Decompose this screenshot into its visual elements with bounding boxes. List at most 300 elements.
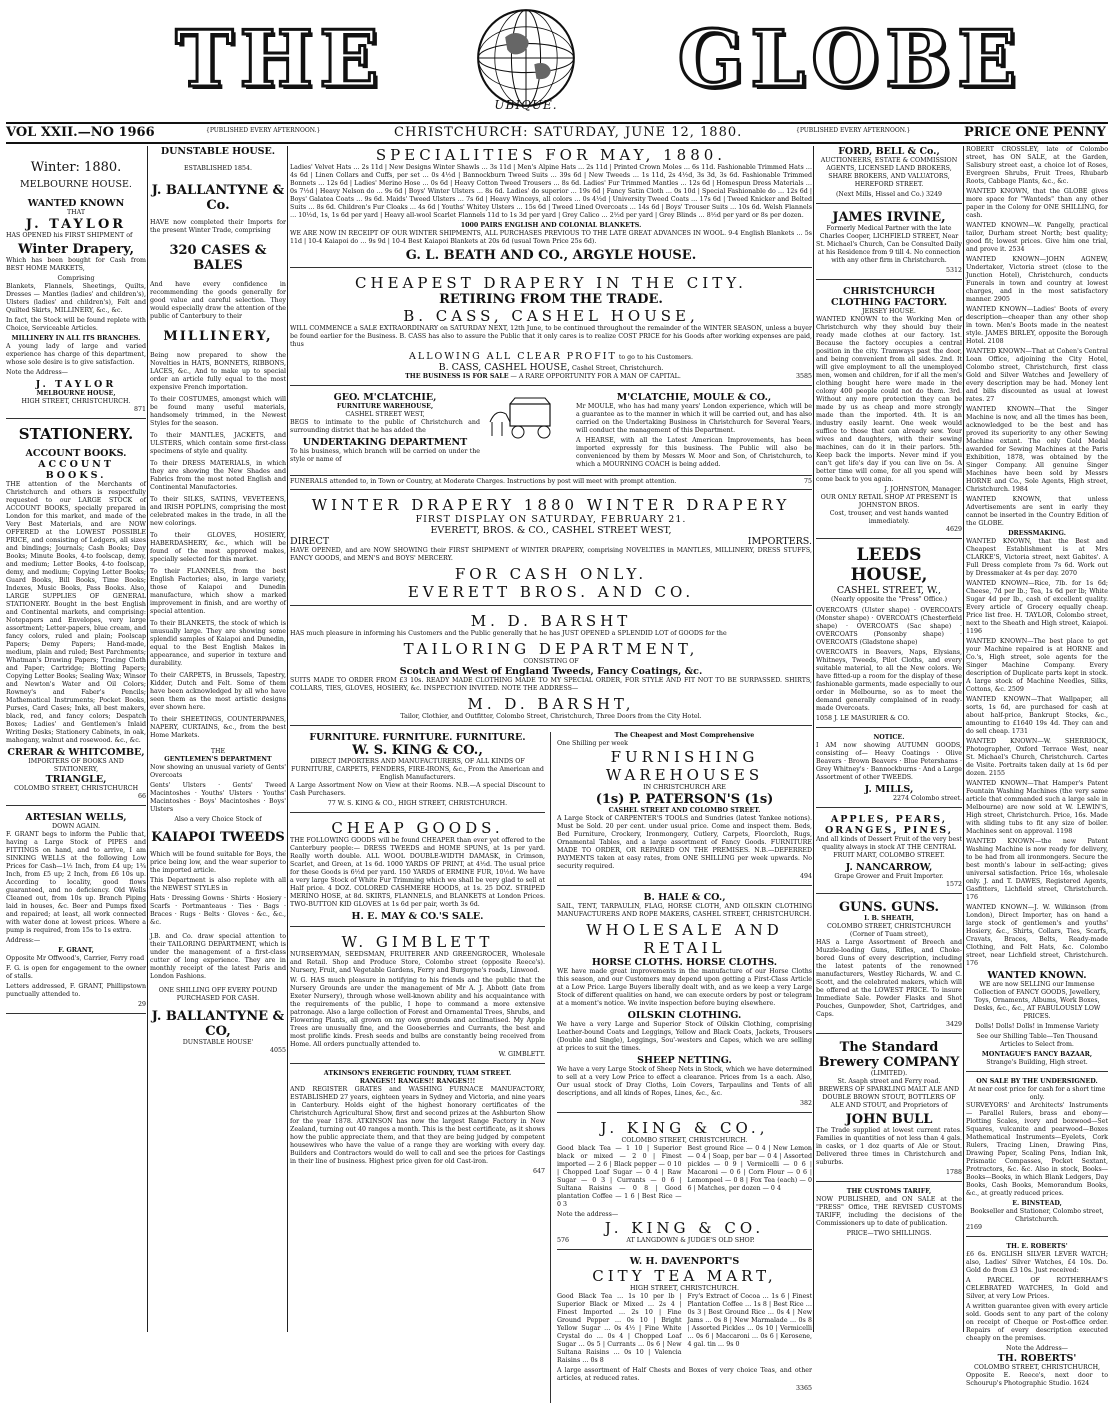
ad-number: 647 xyxy=(532,1168,545,1175)
ad-text: Now showing an unusual variety of Gents' Overcoats xyxy=(150,764,286,779)
ad-text: See our Shilling Table—Ten Thousand Articles to Select from. xyxy=(976,1033,1098,1048)
ad-text: BREWERS OF SPARKLING MALT ALE AND DOUBLE BROWN STOUT, BOTTLERS OF ALE AND STOUT, and Proprietors of xyxy=(818,1086,960,1109)
ad-heading: RANGES!! RANGES!! RANGES!!! xyxy=(359,1078,476,1085)
ad-heading: F. GRANT, xyxy=(58,947,94,954)
ad-text: HAS a Large Assortment of Breech and Muzzle-loading Guns, Rifles, and Choke-bored Guns of every description, including the latest patents of the renowned manufacturers, Westley Richards, W. and C. Scott, and the celebrated makers, which will be offered at the LOWEST PRICE. To insure Immediate Sale. Powder Flasks and Shot Pouches, Gunpowder, Shot, Cartridges, and Caps. xyxy=(816,939,962,1018)
ad-number: 29 xyxy=(137,1001,146,1008)
ad-text: To their FLANNELS, from the best English Factories; also, in large variety, those of Kaiapoi and Dunedin manufacture, which show a marked improvement in finish, and are worthy of special attention. xyxy=(150,568,286,615)
ad-heading: NOTICE. xyxy=(873,734,905,741)
ad-davenport xyxy=(557,1256,812,1397)
ad-subheading: CASHEL STREET, W., xyxy=(836,585,942,596)
ad-heading: CHRISTCHURCH xyxy=(842,286,936,297)
ad-heading: HORSE CLOTHS. HORSE CLOTHS. xyxy=(591,957,778,968)
ad-heading: KAIAPOI TWEEDS xyxy=(151,830,285,845)
ad-text: THE attention of the Merchants of Christchurch and others is respectfully requested to our LARGE STOCK of ACCOUNT BOOKS, specially prepared in London for this market, and made of the Very Best Materials, and are NOW OFFERED at the LOWEST POSSIBLE PRICE, and consisting of Ledgers, all sizes and bindings; Journals; Cash Books; Day Books; Minute Books, 4-to foolscap, demy, and medium; Letter Books, 4-to foolscap, demy, and medium; Copying Letter Books; Guard Books, Bill Books, Time Books; Indexes, Music Books, Pass Books. Also, LARGE SUPPLIES OF GENERAL STATIONERY. Bought in the best English and Continental markets, and comprising: Notepapers and Envelopes, very large assortment; Letter-papers, blue cream, and fancy colors, ruled and plain; Foolscap Papers; Demy Papers; Hand-made, medium, plain and ruled; Best Parchments; Whatman's Drawing Papers; Tracing Cloth and Paper; Cartridge; Blotting Papers; Copying Letter Books; Sealing Wax; Winsor and Newton's Water and Oil Colors; Rowney's and Faber's Pencils; Mathematical Instruments; Pocket Books, Purses, Card Cases; Inks, all best makers, black, red, and fancy colors; Despatch Boxes; Ladies' and Gentlemen's Inlaid Writing Desks; Stationery Cabinets, in oak, mahogany, walnut and rosewood. &c., &c. xyxy=(6,481,146,744)
ad-heading: ARTESIAN WELLS, xyxy=(25,812,127,823)
ad-heading: (1s) P. PATERSON'S (1s) xyxy=(595,792,774,807)
publication-note-left: {PUBLISHED EVERY AFTERNOON.} xyxy=(206,127,321,134)
ad-text: COLOMBO STREET, CHRISTCHURCH xyxy=(13,785,139,792)
ad-standard-brewery xyxy=(816,1040,962,1182)
ad-number: 1624 xyxy=(1073,1380,1090,1387)
ad-j-king xyxy=(557,1119,812,1250)
ad-text: OUR ONLY RETAIL SHOP AT PRESENT IS JOHNSTON BROS. xyxy=(820,494,958,509)
ad-text: DIRECT IMPORTERS AND MANUFACTURERS, OF ALL KINDS OF xyxy=(310,758,525,765)
ad-heading: M'CLATCHIE, MOULE & CO., xyxy=(616,392,772,403)
ad-number: 1984 xyxy=(1011,486,1028,493)
ad-text: To their DRESS MATERIALS, in which they are showing the New Shades and Fabrics from the most noted English and Continental Manufactories. xyxy=(150,460,286,491)
ad-heading: JOHN BULL xyxy=(845,1112,933,1127)
ad-text: IN CHRISTCHURCH ARE xyxy=(643,784,726,791)
ad-heading: TAILORING DEPARTMENT, xyxy=(403,640,699,658)
ad-text: OVERCOATS in Beavers, Naps, Elysians, Whitneys, Tweeds, Pilot Cloths, and every suitable material, to all the New colors. We have fitted-up a room for the display of these fashionable garments, made especially to our order in Melbourne, so as to meet the demand generally complained of in ready-made Overcoats. xyxy=(816,649,962,712)
ad-heading: TRIANGLE, xyxy=(45,774,107,785)
ad-text: HIGH STREET, CHRISTCHURCH. xyxy=(21,398,131,405)
ad-heading: J. TAYLOR xyxy=(25,217,127,232)
classified-ad: WANTED KNOWN—Rice, 7lb. for 1s 6d; Cheese, 7d per lb.; Tea, 1s 6d per lb; White Sugar 4d per lb., cash of excellent quality. Every article of Grocery equally cheap. Price list free. H. TAYLOR, Colombo street, next to the Sheath and High street, Kaiapoi. 1196 xyxy=(966,580,1108,635)
ad-text: Opposite Mr Offwood's, Carrier, Ferry road xyxy=(6,955,145,962)
ad-montagues-bazaar xyxy=(966,970,1108,1072)
volume-number: VOL XXII.—NO 1966 xyxy=(6,125,155,140)
ad-text: Which has been bought for Cash from BEST HOME MARKETS, xyxy=(6,257,146,272)
ad-text: Grape Grower and Fruit Importer. xyxy=(834,873,944,880)
ad-heading: W. GIMBLETT xyxy=(341,933,494,951)
ad-text: (LIMITED). xyxy=(870,1070,908,1077)
ad-number: 1572 xyxy=(945,881,962,888)
ad-text: ONE SHILLING OFF EVERY POUND xyxy=(158,987,278,994)
column-2 xyxy=(150,146,286,1332)
hearse-engraving-icon xyxy=(488,392,568,442)
ad-heading: CRERAR & WHITCOMBE, xyxy=(7,747,145,758)
ad-james-irvine xyxy=(816,210,962,280)
ad-text: SURVEYORS' and Architects' Instruments — Parallel Rulers, brass and ebony—Plotting Scales, ivory and boxwood—Set Squares, vulcanite and pearwood—Boxes Mathematical Instruments—Eyelets, Cork Rulers, Tracing Linen, Drawing Pins, Drawing Paper, Scaling Pens, Indian Ink, Prismatic Compasses, Pocket Sextant, Protractors, &c. &c. Also in stock, Books—Books—Books, in which Blank Ledgers, Day Books, Cash Books, Memorandum Books, &c., at greatly reduced prices. xyxy=(966,1102,1108,1197)
ad-roberts-watches xyxy=(966,1243,1108,1394)
ad-text: One Shilling per week xyxy=(557,740,628,747)
classified-ad: WANTED KNOWN, that the Best and Cheapest Establishment is at Mrs CLARKE'S, Victoria street, next Gabites'. A Full Dress complete from 7s 6d. Work out by Dressmaker at 4s per day. 2070 xyxy=(966,538,1108,577)
ad-text: A Large Assortment Now on View at their Rooms. N.B.—A special Discount to Cash Purchasers. xyxy=(290,782,545,797)
classified-ad: WANTED KNOWN—W. Pangelly, practical tailor, Durham street North; best quality; good fit; lowest prices. Give him one trial, and prove it. 2534 xyxy=(966,222,1108,253)
ad-text: Note the Address— xyxy=(1006,1345,1068,1352)
ad-text: OVERCOATS (Ulster shape) · OVERCOATS (Monster shape) · OVERCOATS (Chesterfield shape) · OVERCOATS (Sac shape) · OVERCOATS (Ponsonby shape) · OVERCOATS (Gladstone shape) xyxy=(816,607,962,646)
ad-heading: RETIRING FROM THE TRADE. xyxy=(439,292,663,307)
ad-heading: J. NANCARROW, xyxy=(845,862,933,873)
ad-text: W. GIMBLETT. xyxy=(498,1051,545,1058)
ad-text: DUNSTABLE HOUSE' xyxy=(182,1039,254,1046)
ad-melbourne-house xyxy=(6,160,146,419)
ad-text: F. G. is open for engagement to the owner of stalls. xyxy=(6,965,146,980)
ad-text: J.B. and Co. draw special attention to their TAILORING DEPARTMENT, which is under the management of a first-class cutter of long experience. They are in monthly receipt of the latest Paris and London Fashions. xyxy=(150,933,286,980)
masthead-globe: GLOBE xyxy=(677,13,1023,105)
ad-text: WILL COMMENCE a SALE EXTRAORDINARY on SATURDAY NEXT, 12th June, to be continued throughout the remainder of the WINTER SEASON, unless a buyer be found earlier for the Business. B. CASS has also to assure the Public that it only cares is to realize COST PRICE for his Goods after working expenses are paid, thus xyxy=(290,325,812,348)
ad-heading: WHOLESALE AND RETAIL xyxy=(586,921,783,957)
price-list: Good black Tea — 1 10 | Superior black or mixed — 2 0 | Finest imported — 2 6 | Black pepper — 0 10 | Chopped Loaf Sugar — 0 4 | Raw Sugar — 0 3 | Currants — 0 6 | Sultana Raisins — 0 8 | Good plantation Coffee — 1 6 | Best Rice — 0 3 xyxy=(557,1145,682,1208)
ad-heading: DRESSMAKING. xyxy=(1008,530,1066,537)
ad-heading: J. BALLANTYNE & Co. xyxy=(151,183,285,213)
ad-number: 2108 xyxy=(987,338,1004,345)
column-3 xyxy=(290,146,812,1392)
ad-text: Note the Address— xyxy=(6,369,68,376)
ad-specialities xyxy=(290,146,812,268)
motto: UBIQUE. xyxy=(494,98,558,112)
ad-text: DIRECT xyxy=(290,536,330,547)
ad-text: Cost, trouser, and vest hands wanted immediately. xyxy=(829,510,949,525)
ad-heading: STATIONERY. xyxy=(18,425,134,443)
ad-heading: J. TAYLOR xyxy=(35,379,117,390)
ad-paterson xyxy=(557,732,812,886)
ad-text: Comprising xyxy=(57,275,95,282)
ad-heading: CITY TEA MART, xyxy=(592,1267,777,1285)
ad-dunstable-house xyxy=(150,146,286,1059)
ad-text: ESTABLISHED 1854. xyxy=(183,165,253,172)
ad-heading: THE BUSINESS IS FOR SALE xyxy=(405,373,509,380)
ad-text: THAT xyxy=(66,209,86,216)
ad-number: 3585 xyxy=(795,373,812,380)
ad-number: 4629 xyxy=(945,526,962,533)
ad-heading: Winter: 1880. xyxy=(30,160,122,175)
ad-heading: SHEEP NETTING. xyxy=(637,1055,732,1066)
ad-leeds-house xyxy=(816,545,962,728)
ad-stationery xyxy=(6,427,146,806)
ad-heading: SPECIALITIES FOR MAY, 1880. xyxy=(375,146,727,164)
ad-heading: B. CASS, CASHEL HOUSE, xyxy=(438,362,571,373)
ad-heading: ALLOWING ALL CLEAR PROFIT xyxy=(409,351,617,362)
classified-ad: WANTED KNOWN—Ladies' Boots of every description—cheaper than any other shop in town. Men's Boots made in the neatest style. JAMES BIRLEY, opposite the Borough Hotel. 2108 xyxy=(966,306,1108,345)
ad-text: To their COSTUMES, amongst which will be found many useful materials, handsomely trimmed, in the Newest Styles for the season. xyxy=(150,396,286,427)
column-4 xyxy=(816,146,962,1332)
ad-text: A PARCEL OF ROTHERHAM'S CELEBRATED WATCHES, In Gold and Silver, at very Low Prices. xyxy=(966,1277,1108,1300)
ad-text: A large assortment of Half Chests and Boxes of very choice Teas, and other articles, at reduced rates. xyxy=(557,1367,812,1382)
ad-heading: CASHEL STREET AND COLOMBO STREET. xyxy=(608,807,761,814)
classified-ad: WANTED KNOWN—That at Cohen's Central Loan Office, adjoining the City Hotel, Colombo street, Christchurch, first class Gold and Silver Watches and Jewellery of every description may be had. Money lent and bills discounted as usual at lowest rates. 27 xyxy=(966,348,1108,403)
ad-text: AND REGISTER GRATES and WASHING FURNACE MANUFACTORY, ESTABLISHED 27 years, eighteen years in Sydney and Victoria, and nine years in Canterbury. Holds eight of the highest honorary certificates of the Christchurch Agricultural Show, first and second prizes at the Ashburton Show for the year 1878. ATKINSON has now the largest Range Factory in New Zealand, turning out 40 ranges a month. This is the best certificate, as it shows how the public appreciate them, and that they are being judged by competent housewives who have the value of a range they are working with every day. Builders and Contractors would do well to call and see the prices for Castings in their line of business. Highest price given for old Cast-iron. xyxy=(290,1086,545,1165)
ad-text: A HEARSE, with all the Latest American Improvements, has been imported expressly for this business. The Public will also be convenienced by them by Messrs W. Moor and Son, of Christchurch, to which a MOURNING COACH is being added. xyxy=(576,437,812,468)
ad-heading: CHEAPEST DRAPERY IN THE CITY. xyxy=(355,274,747,292)
ad-text: HAS much pleasure in informing his Customers and the Public generally that he has JUST OPENED a SPLENDID LOT of GOODS for the xyxy=(290,630,727,637)
ad-text: CASHEL STREET WEST, xyxy=(345,411,425,418)
classified-ad: WANTED KNOWN, that unless Advertisements are sent in early they cannot be inserted in the Country Edition of the GLOBE. xyxy=(966,496,1108,527)
ad-number: 494 xyxy=(799,873,812,880)
ad-heading: J. BALLANTYNE & CO, xyxy=(151,1009,285,1039)
ad-number: 176 xyxy=(966,894,979,901)
ad-text: Note the address— xyxy=(557,1211,619,1218)
classified-ad: WANTED KNOWN—the new Patent Washing Machine is now ready for delivery, to be had from all ironmongers. Secure the best month's labour in self-acting; gives universal satisfaction. Price 16s, wholesale only. J. and T. DAWES, Registered Agents, Gasfitters, Lichfield street, Christchurch. 176 xyxy=(966,838,1108,901)
ad-artesian-wells xyxy=(6,812,146,1014)
ad-text: FUNERALS attended to, in Town or Country, at Moderate Charges. Instructions by post will meet with prompt attention. xyxy=(290,478,677,485)
ad-text: Opposite E. Reece's, next door to Schourup's Photographic Studio. 1624 xyxy=(966,1372,1108,1387)
ad-heading: ON SALE BY THE UNDERSIGNED. xyxy=(976,1078,1098,1085)
price-list: Fry's Extract of Cocoa … 1s 6 | Finest Plantation Coffee … 1s 8 | Best Rice … 0s 3 | Best Ground Rice … 0s 4 | New Jams … 0s 8 | New Marmalade … 0s 8 | Assorted Pickles … 0s 10 | Vermicelli … 0s 6 | Maccaroni … 0s 6 | Kerosene, 4 gal. tin … 9s 0 xyxy=(687,1293,812,1348)
classified-ad: WANTED KNOWN—The best place to get your Machine repaired is at HORNE and Co.'s, High street, sole agents for the Singer Machine Company. Every description of Duplicate parts kept in stock. A large stock of Machine Needles, Silks, Cottons, &c. 2509 xyxy=(966,638,1108,693)
ad-heading: 1000 PAIRS ENGLISH AND COLONIAL BLANKETS. xyxy=(460,222,642,229)
ad-number: 871 xyxy=(133,406,146,413)
ad-cashel-house: CHEAPEST DRAPERY IN THE CITY. RETIRING FROM THE TRADE. B. CASS, CASHEL HOUSE, WILL COMMENCE a SALE EXTRAORDINARY on SATURDAY NEXT, 12th June, to be continued throughout the remainder of the WINTER SEASON, unless a buyer be found earlier for the Business. B. CASS has also to assure the Public that it only cares is to realize COST PRICE for his Goods after working expenses are paid, thus ALLOWING ALL CLEAR PROFIT to go to his Customers. B. CASS, CASHEL HOUSE, Cashel Street, Christchurch. THE BUSINESS IS FOR SALE — A RARE OPPORTUNITY FOR A MAN OF CAPITAL. 3585 xyxy=(290,274,812,386)
ad-text: To their BLANKETS, the stock of which is unusually large. They are showing some splendid samples of Kaiapoi and Dunedin, equal to the Best English Makes in appearance, and superior in texture and durability. xyxy=(150,620,286,667)
ad-text: DOWN AGAIN. xyxy=(52,823,100,830)
ad-text: In fact, the Stock will be found replete with Choice, Serviceable Articles. xyxy=(6,317,146,332)
ad-text: COLOMBO STREET, CHRISTCHURCH, xyxy=(973,1364,1101,1371)
ad-text: HAVE now completed their Imports for the present Winter Trade, comprising xyxy=(150,219,286,234)
ad-everett-bros xyxy=(290,496,812,606)
ad-text: CONSISTING OF xyxy=(523,658,579,665)
ad-text: NURSERYMAN, SEEDSMAN, FRUITERER AND GREENGROCER, Wholesale and Retail. Shop and Produce Store, Colombo street (opposite Reece's). Nursery, Fruit, and Vegetable Gardens, Ferry and Burgoyne's roads, Linwood. xyxy=(290,951,545,974)
ad-guns xyxy=(816,900,962,1034)
ad-heading: Scotch and West of England Tweeds, Fancy Coatings, &c. xyxy=(399,666,703,677)
ad-text: Blankets, Flannels, Sheetings, Quilts, Dresses — Mantles (ladies' and children's), Ulsters (ladies' and children's), Felt and Quilted Skirts, MILLINERY, &c., &c. xyxy=(6,283,146,314)
ad-number: 3365 xyxy=(795,1385,812,1392)
ad-text: IMPORTERS. xyxy=(747,536,812,547)
ad-number: 3429 xyxy=(945,1021,962,1028)
ad-heading: DUNSTABLE HOUSE. xyxy=(160,146,276,157)
ad-text: To their MANTLES, JACKETS, and ULSTERS, which contain some first-class specimens of style and quality. xyxy=(150,432,286,455)
ad-text: Bookseller and Stationer, Colombo street, Christchurch. xyxy=(970,1208,1104,1223)
ad-text: Address:— xyxy=(6,937,41,944)
classified-ad: WANTED KNOWN, that the GLOBE gives more space for "Wanteds" than any other paper in the Colony for ONE SHILLING, for cash. xyxy=(966,188,1108,219)
classified-ad: ROBERT CROSSLEY, late of Colombo street, has ON SALE, at the Garden, Salisbury street east, a choice lot of Roses, Evergreen Shrubs, Fruit Trees, Rhubarb Roots, Cabbage Plants, &c., &c. xyxy=(966,146,1108,185)
ad-heading: ACCOUNT BOOKS. xyxy=(25,448,127,459)
column-rule xyxy=(147,146,148,1332)
ad-number: 2509 xyxy=(1007,686,1024,693)
classified-ad: WANTED KNOWN—That Wallpaper, all sorts, 1s 6d, are purchased for cash at about half-price, Bankrupt Stocks, &c., amounting to £1640 19s 4d. They can and do sell cheap. 1731 xyxy=(966,696,1108,735)
right-half xyxy=(557,732,812,1403)
ad-text: Tailor, Clothier, and Outfitter, Colombo Street, Christchurch, Three Doors from the City Hotel. xyxy=(400,713,702,720)
ad-heading: J. MILLS, xyxy=(864,784,914,795)
ad-text: 1058 J. LE MASURIER & CO. xyxy=(816,715,910,722)
ad-text: THE FOLLOWING GOODS will be found CHEAPER than ever yet offered to the Canterbury people:— DRESS TWEEDS and HOME SPUNS, at 1s per yard. Really worth double. ALL WOOL DOUBLE-WIDTH DAMASK, in Crimson, Scarlet, and Green, at 1s 6d. 1000 YARDS OF PRINT, at 4½d. The usual price for these Goods is 6½d per yard. 150 YARDS of ERMINE FUR, 10½d. We have a very large Stock of White Fur Trimming which we shall be very glad to sell at Half price. 4 DOZ. COLORED CASHMERE HOODS, at 1s. 25 DOZ. STRIPED MERINO HOSE, at 8d. SKIRTS, FLANNELS, and BLANKETS at London Prices. TWO-BUTTON KID GLOVES at 1s 6d per pair, worth 3s 6d. xyxy=(290,837,545,908)
ad-atkinson xyxy=(290,1070,545,1180)
ad-heading: The Cheapest and Most Comprehensive xyxy=(614,732,755,739)
ad-heading: GENTLEMEN'S DEPARTMENT xyxy=(164,756,272,763)
ad-ws-king xyxy=(290,732,545,813)
classified-ad: WANTED KNOWN—That Hamper's Patent Fountain Washing Machines (the very same article that commanded such a large sale in Melbourne) are now sold at W. LEWIN'S, High street, Christchurch. Price, 16s. Made with sliding tubs to fit any size of boiler. Machines sent on approval. 1198 xyxy=(966,780,1108,835)
ad-text: SUITS MADE TO ORDER FROM £3 10s. READY MADE CLOTHING MADE TO MY SPECIAL ORDER, FOR STYLE AND FIT NOT TO BE SURPASSED. SHIRTS, COLLARS, TIES, GLOVES, HOSIERY, &c. INSPECTION INVITED. NOTE THE ADDRESS— xyxy=(290,677,812,692)
ad-text: Also a very Choice Stock of xyxy=(174,816,262,823)
ad-text: A RARE OPPORTUNITY FOR A MAN OF CAPITAL. xyxy=(518,373,681,380)
ad-ford-bell xyxy=(816,146,962,204)
ad-text: This Department is also replete with all the NEWEST STYLES in xyxy=(150,877,286,892)
ad-text: And have every confidence in recommending the goods generally for good value and careful selection. They would especially draw the attention of the public of Canterbury to their xyxy=(150,281,286,320)
ad-text: WE have made great improvements in the manufacture of our Horse Cloths this season, and our Customers may depend upon getting a First-Class Article at a Low Price. Large Buyers liberally dealt with, and as we keep a very Large Stock of different qualities on hand, we can execute orders by post or telegram at a moment's notice. We invite inspection before buying elsewhere. xyxy=(557,968,812,1007)
ad-text: COLOMBO STREET, CHRISTCHURCH (Corner of Tuam street), xyxy=(826,923,952,938)
ad-text: W. G. HAS much pleasure in notifying to his friends and the public that the Nursery Grounds are under the management of Mr A. J. Abbott (late from Exeter Nursery), through whose well-known ability and his acquaintance with the requirements of the public, I hope to command a more extensive patronage. Also a large collection of Forest and Ornamental Trees, Shrubs, and Flowering Plants, all grown on my own grounds and acclimatised. My Apple Trees are unusually fine, and the Gooseberries and Currants, the best and most prolific kinds. Fresh seeds and bulbs are constantly being received from Home. All orders punctually attended to. xyxy=(290,977,545,1048)
ad-heading: FORD, BELL & Co., xyxy=(838,146,940,157)
ad-text: AT LANGDOWN & JUDGE'S OLD SHOP. xyxy=(626,1237,755,1244)
classified-ad: WANTED KNOWN—That the Singer Machine is now, and all the times has been, acknowledged to be the best and has proved its superiority to any other Sewing Machine extant. The only Gold Medal awarded for Sewing Machines at the Paris Exhibition, 1878, was obtained by the Singer Company. All genuine Singer Machines have been sold by Messrs HORNE and Co., Sole Agents, High street, Christchurch. 1984 xyxy=(966,406,1108,493)
classified-ad: WANTED KNOWN—J. W. Wilkinson (from London), Direct Importer, has on hand a large stock of gentlemen's and youths' Hosiery, &c., Shirts, Collars, Ties, Scarfs, Cravats, Braces, Belts, Ready-made Clothing, and Felt Hats, &c. Colombo street, near Lichfield street, Christchurch. 176 xyxy=(966,904,1108,967)
ad-customs-tariff xyxy=(816,1188,962,1242)
ad-text: A young lady of large and varied experience has charge of this department, whose sole desire is to give satisfaction. xyxy=(6,343,146,366)
ad-heading: CHEAP GOODS. xyxy=(331,819,504,837)
ad-text: Ladies' Velvet Hats … 2s 11d | New Designs Winter Shawls … 3s 11d | Men's Alpine Hats … 2s 11d | Printed Crown Moles … 6s 11d. Fashionable Trimmed Hats … 4s 6d | Linen Collars and Cuffs, per set … 0s 4½d | Bannockburn Tweed Suits … 39s 6d | New Tweeds … 1s 11d, 2s 4½d, 3s 3d, 3s 6d. Fashionable Trimmed Bonnets … 12s 6d | Ladies' Merino Hose … 0s 6d | Heavy Cotton Tweed Trousers … 8s 6d. Ladies' Fur Trimmed Mantles … 12s 6d | Homespun Dress Materials … 0s 7½d | Heavy Nelson do … 9s 6d | Boys' Winter Ulsters … 8s 6d. Ladies' do superior … 19s 6d | Fancy Satin Cloth … 0s 10d | Special Fashionable do … 12s 6d | Boys' Galatea Coats … 9s 6d. Maids' Tweed Ulsters … 7s 6d | Heavy Winceys, all colors … 0s 4½d | University Tweed Coats … 17s 6d | Tweed Knicker and Belted Suits … 8s 6d. Children's Fur Cloaks … 4s 6d | Youths' Whitey Ulsters … 15s 6d | Tweed Lined Overcoats … 14s 6d | Boys' Trouser Suits … 10s 6d. Welsh Flannels … 10½d, 1s, 1s 6d per yard | Heavy all-wool Scarlet Flannels 11d to 1s 3d per yard | Grey Calico … 2½d per yard | Grey Blinds … 8½d per yard or 8s per dozen. xyxy=(290,164,812,219)
ad-heading: 320 CASES & BALES xyxy=(169,243,267,273)
ad-text: FURNITURE, CARPETS, FENDERS, FIRE-IRONS, &c., From the American and English Manufacturers. xyxy=(291,766,544,781)
ad-text: Dolls! Dolls! Dolls! in Immense Variety xyxy=(975,1023,1099,1030)
ad-text: Formerly Medical Partner with the late Charles Cooper, LICHFIELD STREET, Near St. Michael's Church, Can be Consulted Daily at his Residence from 9 till 4. No connection with any other firm in Christchurch. xyxy=(816,225,962,264)
column-rule xyxy=(813,146,814,1332)
ad-text: To their CARPETS, in Brussels, Tapestry, Kidder, Dutch and Felt. Some of them have been acknowledged by all who have seen them as the most artistic designs ever shown here. xyxy=(150,672,286,711)
ad-heading: FURNITURE. FURNITURE. FURNITURE. xyxy=(309,732,526,743)
ad-number: 27 xyxy=(986,396,995,403)
ad-text: Gents' Ulsters · Gents' Tweed Macintoshes · Youths' Ulsters · Youths' Macintoshes · Boys' Macintoshes · Boys' Ulsters xyxy=(150,782,286,813)
ad-heading: I. B. SHEATH, xyxy=(864,915,914,922)
ad-subheading: MELBOURNE HOUSE. xyxy=(20,179,132,190)
ad-heading: W. H. DAVENPORT'S xyxy=(629,1256,740,1267)
ad-number: 2905 xyxy=(993,296,1010,303)
ad-text: To his business, which branch will be carried on under the style or name of xyxy=(290,448,480,463)
ad-heading: J. KING & CO. xyxy=(604,1219,765,1237)
ad-text: £6 6s. ENGLISH SILVER LEVER WATCH; also, Ladies' Silver Watches, £4 10s. Do. Gold do from £3 10s. Just received: xyxy=(966,1251,1108,1274)
ad-gimblett xyxy=(290,933,545,1064)
ad-text: HAS OPENED his FIRST SHIPMENT of xyxy=(6,232,133,239)
ad-subheading: EVERETT, BROS. & CO., CASHEL STREET WEST, xyxy=(430,525,672,536)
ad-text: 2274 Colombo street. xyxy=(893,795,962,802)
ad-heading: E. BINSTEAD, xyxy=(1012,1200,1062,1207)
ad-heading: B. HALE & CO., xyxy=(643,892,726,903)
ad-heading: FOR CASH ONLY. xyxy=(454,565,648,583)
ad-heading: The Standard Brewery COMPANY xyxy=(818,1040,960,1070)
ad-text: And all kinds of Dessert Fruit of the very best quality always in stock AT THE CENTRAL FRUIT MART, COLOMBO STREET. xyxy=(816,836,962,859)
ad-number: 576 xyxy=(557,1237,570,1244)
ad-text: AUCTIONEERS, ESTATE & COMMISSION AGENTS, LICENSED LAND BROKERS, SHARE BROKERS, AND VALUATORS, HEREFORD STREET. xyxy=(820,157,958,188)
ad-text: We have a very Large and Superior Stock of Oilskin Clothing, comprising Leather-bound Coats and Leggings, Yellow and Black Coats, Jackets, Trousers (Double and Single), Leggings, Sou'-westers and Capes, which we are selling at prices to suit the times. xyxy=(557,1021,812,1052)
ad-heading: TH. ROBERTS' xyxy=(997,1353,1077,1364)
ad-number: 1788 xyxy=(945,1169,962,1176)
ad-heading: MONTAGUE'S FANCY BAZAAR, xyxy=(981,1051,1093,1058)
price-list: Good Black Tea … 1s 10 per lb | Superior Black or Mixed … 2s 4 | Finest Imported … 2s 10 | Fine Ground Pepper … 0s 10 | Bright Yellow Sugar … 0s 4½ | Fine White Crystal do … 0s 4 | Chopped Loaf Sugar … 0s 5 | Currants … 0s 6 | New Sultana Raisins … 0s 10 | Valencia Raisins … 0s 8 xyxy=(557,1293,682,1364)
ad-text: (Next Mills, Hissel and Co.) xyxy=(835,191,924,198)
ad-number: 2155 xyxy=(988,770,1005,777)
ad-text: F. GRANT begs to inform the Public that, having a Large Stock of PIPES and FITTINGS on hand, and to arrive, I am SINKING WELLS at the following Low Prices for Cash—1½ Inch, from £4 up; 1¾ Inch, from £5 up; 2 Inch, from £6 10s up. According to locality, good flows guaranteed, and no deficiency. Old Wells Cleaned out, from 10s up. Branch Piping laid in houses, &c. Beer and Pumps fixed and repaired; at least, all work connected with water done at lowest prices. Where a pump is required, from 15s to 1s extra. xyxy=(6,831,146,934)
ad-heading: MILLINERY IN ALL ITS BRANCHES. xyxy=(11,335,141,342)
ad-text: SAIL, TENT, TARPAULIN, FLAG, HORSE CLOTH, AND OILSKIN CLOTHING MANUFACTURERS AND ROPE MAKERS, CASHEL STREET, CHRISTCHURCH. xyxy=(557,903,812,918)
ad-text: MELBOURNE HOUSE, xyxy=(36,390,116,397)
ad-heading: UNDERTAKING DEPARTMENT xyxy=(302,437,468,448)
ad-text: COLOMBO STREET, CHRISTCHURCH. xyxy=(621,1137,748,1144)
ad-text: JERSEY HOUSE. xyxy=(862,308,916,315)
dateline xyxy=(6,122,1108,144)
ad-heading: ACCOUNT BOOKS. xyxy=(38,459,114,481)
ad-text: At near cost price for cash for a short time only. xyxy=(968,1086,1106,1101)
ad-text: To their GLOVES, HOSIERY, HABERDASHERY, &c., which will be found of the most approved makes, specially selected for this market. xyxy=(150,532,286,563)
ad-text: St. Asaph street and Ferry road. xyxy=(837,1078,941,1085)
ad-heading: G. L. BEATH AND CO., ARGYLE HOUSE. xyxy=(405,248,697,263)
ad-binstead xyxy=(966,1078,1108,1237)
ad-heading: B. CASS, CASHEL HOUSE, xyxy=(403,307,699,325)
ad-heading: WANTED KNOWN. xyxy=(987,970,1087,981)
ad-heading: W. S. KING & CO., xyxy=(352,743,483,758)
ad-text: HAVE OPENED, and are NOW SHOWING their FIRST SHIPMENT of WINTER DRAPERY, comprising NOVELTIES in MANTLES, MILLINERY, DRESS STUFFS, FANCY GOODS, and MEN'S and BOYS' MERCERY. xyxy=(290,547,812,562)
ad-heading: Winter Drapery, xyxy=(17,242,134,257)
classified-ad: WANTED KNOWN—JOHN AGNEW, Undertaker, Victoria street (close to the Junction Hotel), Christchurch, conducts Funerals in town and country at lowest charges, and in the most satisfactory manner. 2905 xyxy=(966,256,1108,303)
ad-text: WE are now SELLING our Immense Collection of FANCY GOODS, Jewellery, Toys, Ornaments, Albums, Work Boxes, Desks, &c., &c., AT FABULOUSLY LOW PRICES. xyxy=(973,981,1101,1020)
ad-text: Letters addressed, F. GRANT, Phillipstown punctually attended to. xyxy=(6,983,146,998)
ad-number: 75 xyxy=(803,478,812,485)
ad-heading: TH. E. ROBERTS' xyxy=(1006,1243,1068,1250)
ad-text: The Trade supplied at lowest current rates. Families in quantities of not less than 4 gals. in casks, or 1 doz quarts of Ale or Stout. Delivered three times in Christchurch and suburbs. xyxy=(816,1127,962,1166)
price-list: Best ground Rice — 0 4 | New Lemon — 0 4 | Soap, per bar — 0 4 | Assorted pickles — 0 9 | Vermicelli — 0 6 | Macaroni — 0 6 | Corn Flour — 0 6 | Lemonpeel — 0 8 | Fox Tea (each) — 0 6 | Matches, per dozen — 0 4 xyxy=(687,1145,812,1192)
ad-text: to go to his Customers. xyxy=(618,354,693,361)
ad-heading: EVERETT BROS. AND CO. xyxy=(407,583,695,601)
column-rule xyxy=(963,146,964,1332)
ad-notice-mills xyxy=(816,734,962,808)
ad-heading: J. KING & CO., xyxy=(600,1119,769,1137)
ad-number: 2169 xyxy=(966,1224,983,1231)
ad-mclatchie-footer xyxy=(290,478,812,490)
ad-heading: GUNS. GUNS. xyxy=(838,900,940,915)
ad-text: WE ARE NOW IN RECEIPT OF OUR WINTER SHIPMENTS, ALL PURCHASES PREVIOUS TO THE LATE GREAT ADVANCES IN WOOL. 9-4 English Blankets … 5s 11d | 10-4 Kaiapoi do … 9s 9d | 10-4 Best Kaiapoi Blankets at 20s 6d (usual Town Price 25s 6d). xyxy=(290,230,812,245)
globe-icon xyxy=(474,6,578,110)
ad-heading: JAMES IRVINE, xyxy=(832,210,946,225)
ad-number: 1198 xyxy=(1056,828,1073,835)
masthead xyxy=(0,0,1114,118)
ad-text: THE xyxy=(210,748,226,755)
ad-number: 3249 xyxy=(926,191,943,198)
classified-ad: WANTED KNOWN—W. SHERRIOCK, Photographer, Oxford Terrace West, near St. Michael's Church, Christchurch. Cartes de Visite. Portraits taken daily at 1s 6d per dozen. 2155 xyxy=(966,738,1108,777)
ad-text: Hats · Dressing Gowns · Shirts · Hosiery · Scarfs · Portmanteaus · Ties · Bags · Braces · Rugs · Belts · Gloves · &c., &c., &c. xyxy=(150,895,286,926)
price: PRICE ONE PENNY xyxy=(964,125,1106,140)
ad-text: We have a very Large Stock of Sheep Nets in Stock, which we have determined to sell at a very Low Price to effect a clearance. Prices from 1s a each. Also, Our usual stock of Dray Cloths, Loin Covers, Tarpaulins and Tents of all descriptions, and all kinds of Ropes, Lines, &c., &c. xyxy=(557,1066,812,1097)
ad-barsht xyxy=(290,612,812,726)
ad-text: I AM now showing AUTUMN GOODS, consisting of— Heavy Coatings · Olive Beavers · Brown Beavers · Blue Petershams · Grey Whitney's · Bannockburns · And a Large Assortment of other TWEEDS. xyxy=(816,742,962,781)
ad-heading: MILLINERY, xyxy=(163,329,273,344)
column-1 xyxy=(6,146,146,1332)
ad-text: NOW PUBLISHED, and ON SALE at the "PRESS" Office, THE REVISED CUSTOMS TARIFF, including the decisions of the Commissioners up to date of publication. xyxy=(816,1196,962,1227)
ad-text: Mr MOULE, who has had many years' London experience, which will be a guarantee as to the manner in which it will be carried out, and has also carried on the Undertaking Business in Christchurch for Several Years, will conduct the management of this Department. xyxy=(576,403,812,434)
ad-text: WANTED KNOWN to the Working Men of Christchurch why they should buy their ready made clothes at our factory. 1st. Because the factory occupies a central position in the city. Tramways past the door, and being convenient from all sides. 2nd. It will give employment to all the unemployed men, women and children, for if all the men's clothing bought here were made in the colony 400 people could not do them. 3rd. Without any more protection they can be made by us as cheap and more strongly made than the imported. 4th. It is an industry easily learnt. One week would suffice to those that can already sew. Your wives and daughters, with their sewing machines, can do it in their parlors. 5th. Keep back the imports. Never mind if you can't get life's day if you can live on 5s. A better time will come, for all you spend will come back to you again. xyxy=(816,316,962,483)
ad-text: (Nearly opposite the "Press" Office.) xyxy=(830,596,948,603)
ad-text: Being now prepared to show the Novelties in HATS, BONNETS, RIBBONS, LACES, &c., And to make up to special order an article fully equal to the most expensive French importation. xyxy=(150,352,286,391)
ad-text: To their SILKS, SATINS, VEVETEENS, and IRISH POPLINS, comprising the most celebrated makes in the trade, in all the new colorings. xyxy=(150,496,286,527)
ad-heading: M. D. BARSHT xyxy=(470,612,632,630)
ad-text: A written guarantee given with every article sold. Goods sent to any part of the colony on receipt of Cheque or Post-office order. Repairs of every description executed cheaply on the premises. xyxy=(966,1303,1108,1342)
masthead-the: THE xyxy=(175,13,385,105)
ad-hale xyxy=(557,892,812,1113)
ad-heading: H. E. MAY & CO.'S SALE. xyxy=(351,911,484,922)
column-5 xyxy=(966,146,1108,1387)
ad-cheap-goods xyxy=(290,819,545,927)
publication-note-right: {PUBLISHED EVERY AFTERNOON.} xyxy=(796,127,911,134)
ad-text: PURCHASED FOR CASH. xyxy=(176,995,260,1002)
ad-heading: OILSKIN CLOTHING. xyxy=(627,1010,742,1021)
place-and-date: CHRISTCHURCH: SATURDAY, JUNE 12, 1880. xyxy=(394,125,743,140)
ad-heading: WANTED KNOWN xyxy=(27,198,125,209)
ad-number: 1731 xyxy=(1011,728,1028,735)
ad-text: PRICE—TWO SHILLINGS. xyxy=(846,1230,932,1237)
ad-number: 1196 xyxy=(966,628,983,635)
ad-heading: WINTER DRAPERY 1880 WINTER DRAPERY xyxy=(311,496,791,514)
ad-number: 4055 xyxy=(269,1047,286,1054)
ad-number: 5312 xyxy=(945,267,962,274)
ad-text: To their SHEETINGS, COUNTERPANES, NAPERY, CURTAINS, &c., from the best Home Markets. xyxy=(150,716,286,739)
left-half xyxy=(290,732,551,1403)
ad-number: 382 xyxy=(799,1100,812,1107)
ad-text: IMPORTERS OF BOOKS AND STATIONERY, xyxy=(28,758,124,773)
ad-subheading: FIRST DISPLAY ON SATURDAY, FEBRUARY 21. xyxy=(415,514,687,525)
ad-number: 176 xyxy=(966,960,979,967)
ad-text: Which will be found suitable for Boys, the price being low, and the wear superior to the imported article. xyxy=(150,851,286,874)
ad-text: HIGH STREET, CHRISTCHURCH. xyxy=(630,1285,739,1292)
ad-fruit-mart xyxy=(816,814,962,894)
ad-text: Strange's Building, High street. xyxy=(986,1059,1088,1066)
ad-text: 77 W. S. KING & CO., HIGH STREET, CHRISTCHURCH. xyxy=(327,800,508,807)
ad-text: J. JOHNSTON, Manager. xyxy=(884,486,962,493)
ad-heading: GEO. M'CLATCHIE, xyxy=(333,392,437,403)
ad-heading: FURNISHING WAREHOUSES xyxy=(605,748,764,784)
ad-heading: FURNITURE WAREHOUSE, xyxy=(336,403,434,410)
ad-text: Cashel Street, Christchurch. xyxy=(572,365,664,372)
column-rule xyxy=(287,146,288,1332)
ad-heading: ATKINSON'S ENERGETIC FOUNDRY, TUAM STREET. xyxy=(323,1070,512,1077)
ad-heading: CLOTHING FACTORY. xyxy=(830,297,948,308)
ad-number: 2534 xyxy=(1008,246,1025,253)
